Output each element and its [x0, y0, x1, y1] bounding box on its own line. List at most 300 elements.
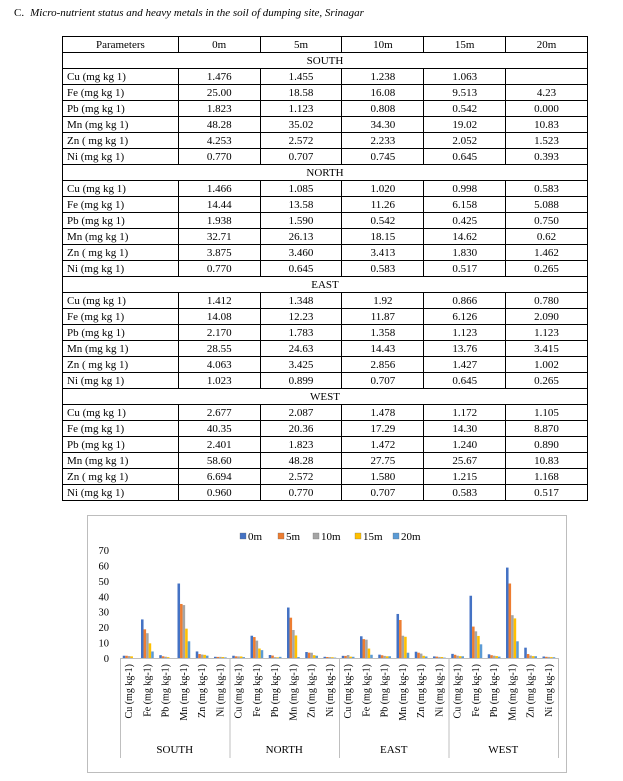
y-tick-label: 30 — [98, 607, 109, 619]
value-cell: 10.83 — [506, 453, 588, 469]
bar — [141, 619, 144, 658]
bar — [402, 636, 405, 658]
bar — [183, 605, 186, 658]
bar — [368, 649, 371, 658]
bar — [511, 615, 514, 658]
bar — [399, 620, 402, 658]
value-cell: 0.866 — [424, 293, 506, 309]
value-cell: 1.476 — [178, 69, 260, 85]
value-cell: 25.00 — [178, 85, 260, 101]
value-cell: 9.513 — [424, 85, 506, 101]
parameter-cell: Ni (mg kg 1) — [63, 149, 179, 165]
value-cell: 8.870 — [506, 421, 588, 437]
parameter-cell: Ni (mg kg 1) — [63, 373, 179, 389]
parameter-cell: Cu (mg kg 1) — [63, 69, 179, 85]
bar — [397, 614, 400, 658]
section-label: EAST — [63, 277, 588, 293]
value-cell: 28.55 — [178, 341, 260, 357]
value-cell: 2.052 — [424, 133, 506, 149]
value-cell: 1.172 — [424, 405, 506, 421]
table-row — [63, 357, 588, 373]
bar — [441, 657, 444, 658]
table-row — [63, 133, 588, 149]
value-cell: 27.75 — [342, 453, 424, 469]
parameter-cell: Pb (mg kg 1) — [63, 101, 179, 117]
value-cell: 18.58 — [260, 85, 342, 101]
table-row — [63, 197, 588, 213]
value-cell: 1.462 — [506, 245, 588, 261]
bar-chart — [88, 516, 566, 772]
value-cell: 10.83 — [506, 117, 588, 133]
header-distance: 15m — [424, 37, 506, 53]
section-label: NORTH — [63, 165, 588, 181]
value-cell: 0.393 — [506, 149, 588, 165]
value-cell: 1.478 — [342, 405, 424, 421]
value-cell: 3.460 — [260, 245, 342, 261]
value-cell: 14.44 — [178, 197, 260, 213]
category-label: Ni (mg kg-1) — [434, 664, 446, 717]
chart-container — [87, 515, 567, 773]
header-distance: 20m — [506, 37, 588, 53]
value-cell: 3.425 — [260, 357, 342, 373]
bar — [167, 657, 170, 658]
table-row — [63, 325, 588, 341]
parameter-cell: Pb (mg kg 1) — [63, 325, 179, 341]
bar — [331, 657, 334, 658]
value-cell: 18.15 — [342, 229, 424, 245]
y-tick-label: 40 — [98, 592, 109, 604]
bar — [292, 630, 295, 658]
category-label: Pb (mg kg-1) — [379, 664, 391, 718]
bar — [461, 656, 464, 658]
value-cell: 4.253 — [178, 133, 260, 149]
category-label: Mn (mg kg-1) — [178, 664, 190, 721]
value-cell: 0.265 — [506, 261, 588, 277]
bar — [295, 635, 298, 658]
value-cell: 1.023 — [178, 373, 260, 389]
category-label: Cu (mg kg-1) — [343, 664, 355, 719]
parameter-cell: Ni (mg kg 1) — [63, 261, 179, 277]
bar — [305, 652, 308, 658]
bar — [529, 656, 532, 658]
bar — [506, 568, 509, 658]
table-header-row — [63, 37, 588, 53]
bar — [534, 656, 537, 658]
header-distance: 5m — [260, 37, 342, 53]
bar — [214, 657, 217, 658]
category-label: Pb (mg kg-1) — [489, 664, 501, 718]
table-row — [63, 117, 588, 133]
table-row — [63, 293, 588, 309]
value-cell: 0.000 — [506, 101, 588, 117]
parameter-cell: Mn (mg kg 1) — [63, 453, 179, 469]
value-cell: 14.43 — [342, 341, 424, 357]
table-row — [63, 421, 588, 437]
value-cell: 1.455 — [260, 69, 342, 85]
value-cell: 1.938 — [178, 213, 260, 229]
value-cell: 0.770 — [178, 149, 260, 165]
value-cell: 1.590 — [260, 213, 342, 229]
bar — [378, 655, 381, 658]
value-cell: 1.123 — [424, 325, 506, 341]
bar — [459, 656, 462, 658]
table-row — [63, 85, 588, 101]
category-label: Mn (mg kg-1) — [507, 664, 519, 721]
bar — [386, 656, 389, 658]
bar — [224, 657, 227, 658]
parameter-cell: Zn ( mg kg 1) — [63, 133, 179, 149]
value-cell: 1.105 — [506, 405, 588, 421]
y-tick-label: 20 — [98, 623, 109, 635]
value-cell: 0.645 — [424, 373, 506, 389]
value-cell: 1.168 — [506, 469, 588, 485]
bar — [516, 641, 519, 658]
table-row — [63, 405, 588, 421]
bar — [420, 654, 423, 658]
bar — [287, 608, 290, 658]
category-label: Fe (mg kg-1) — [470, 664, 482, 717]
bar — [352, 657, 355, 658]
value-cell: 0.583 — [506, 181, 588, 197]
value-cell: 1.063 — [424, 69, 506, 85]
bar — [456, 656, 459, 658]
legend-label: 10m — [321, 531, 341, 543]
value-cell: 1.020 — [342, 181, 424, 197]
bar — [222, 657, 225, 658]
value-cell: 1.123 — [506, 325, 588, 341]
value-cell: 3.415 — [506, 341, 588, 357]
category-label: Ni (mg kg-1) — [543, 664, 555, 717]
bar — [162, 656, 165, 658]
parameter-cell: Fe (mg kg 1) — [63, 197, 179, 213]
bar — [149, 643, 152, 658]
category-label: Cu (mg kg-1) — [233, 664, 245, 719]
value-cell: 1.238 — [342, 69, 424, 85]
value-cell: 0.960 — [178, 485, 260, 501]
bar — [498, 657, 501, 658]
value-cell: 35.02 — [260, 117, 342, 133]
value-cell: 0.517 — [424, 261, 506, 277]
value-cell: 1.348 — [260, 293, 342, 309]
bar — [550, 657, 553, 658]
value-cell: 0.998 — [424, 181, 506, 197]
bar — [422, 656, 425, 658]
value-cell: 2.170 — [178, 325, 260, 341]
bar — [451, 654, 454, 658]
value-cell: 19.02 — [424, 117, 506, 133]
value-cell: 0.770 — [260, 485, 342, 501]
value-cell: 1.580 — [342, 469, 424, 485]
parameter-cell: Cu (mg kg 1) — [63, 405, 179, 421]
category-label: Zn (mg kg-1) — [306, 664, 318, 718]
category-label: Zn (mg kg-1) — [197, 664, 209, 718]
value-cell: 4.23 — [506, 85, 588, 101]
bar — [329, 657, 332, 658]
category-label: Cu (mg kg-1) — [124, 664, 136, 719]
value-cell: 6.694 — [178, 469, 260, 485]
value-cell: 0.750 — [506, 213, 588, 229]
bar — [198, 654, 201, 658]
y-tick-label: 50 — [98, 576, 109, 588]
parameter-cell: Fe (mg kg 1) — [63, 85, 179, 101]
group-label: EAST — [380, 744, 408, 756]
bar — [407, 653, 410, 658]
bar — [436, 657, 439, 658]
group-label: SOUTH — [156, 744, 194, 756]
bar — [532, 656, 535, 658]
value-cell: 2.572 — [260, 133, 342, 149]
bar — [425, 656, 428, 658]
value-cell: 1.240 — [424, 437, 506, 453]
bar — [253, 637, 256, 658]
category-label: Zn (mg kg-1) — [525, 664, 537, 718]
value-cell: 2.677 — [178, 405, 260, 421]
bar — [125, 656, 128, 658]
legend-swatch — [278, 533, 284, 539]
value-cell: 12.23 — [260, 309, 342, 325]
table-row — [63, 373, 588, 389]
category-label: Fe (mg kg-1) — [361, 664, 373, 717]
bar — [232, 656, 235, 658]
value-cell: 24.63 — [260, 341, 342, 357]
section-row — [63, 277, 588, 293]
value-cell: 13.58 — [260, 197, 342, 213]
bar — [251, 636, 254, 658]
value-cell: 13.76 — [424, 341, 506, 357]
value-cell: 1.92 — [342, 293, 424, 309]
bar — [201, 655, 204, 658]
bar — [388, 656, 391, 658]
value-cell: 1.123 — [260, 101, 342, 117]
bar — [477, 636, 480, 658]
value-cell: 32.71 — [178, 229, 260, 245]
y-tick-label: 10 — [98, 638, 109, 650]
legend-swatch — [355, 533, 361, 539]
category-label: Pb (mg kg-1) — [270, 664, 282, 718]
bar — [553, 657, 556, 658]
value-cell: 26.13 — [260, 229, 342, 245]
value-cell: 2.572 — [260, 469, 342, 485]
value-cell: 0.583 — [424, 485, 506, 501]
value-cell: 0.707 — [260, 149, 342, 165]
value-cell: 0.265 — [506, 373, 588, 389]
value-cell: 34.30 — [342, 117, 424, 133]
bar — [178, 584, 181, 658]
bar — [360, 636, 363, 658]
table-row — [63, 469, 588, 485]
bar — [488, 654, 491, 658]
bar — [261, 650, 264, 658]
value-cell: 0.517 — [506, 485, 588, 501]
value-cell: 58.60 — [178, 453, 260, 469]
value-cell — [506, 69, 588, 85]
table-row — [63, 437, 588, 453]
bar — [470, 596, 473, 658]
legend-label: 15m — [363, 531, 383, 543]
value-cell: 11.87 — [342, 309, 424, 325]
bar — [203, 655, 206, 658]
header-distance: 0m — [178, 37, 260, 53]
bar — [123, 656, 126, 658]
table-row — [63, 485, 588, 501]
bar — [433, 656, 436, 658]
value-cell: 40.35 — [178, 421, 260, 437]
category-label: Cu (mg kg-1) — [452, 664, 464, 719]
caption-text: Micro-nutrient status and heavy metals in the soil of dumping site, Srinagar — [30, 7, 364, 19]
section-row — [63, 53, 588, 69]
bar — [349, 657, 352, 658]
value-cell: 3.413 — [342, 245, 424, 261]
bar — [326, 657, 329, 658]
value-cell: 48.28 — [260, 453, 342, 469]
bar — [242, 657, 245, 658]
bar — [144, 629, 147, 658]
value-cell: 1.823 — [178, 101, 260, 117]
bar — [279, 657, 282, 658]
value-cell: 6.126 — [424, 309, 506, 325]
bar — [206, 656, 209, 658]
parameter-cell: Mn (mg kg 1) — [63, 229, 179, 245]
bar — [438, 657, 441, 658]
category-label: Ni (mg kg-1) — [324, 664, 336, 717]
category-label: Mn (mg kg-1) — [288, 664, 300, 721]
table-row — [63, 69, 588, 85]
bar — [274, 657, 277, 658]
bar — [480, 644, 483, 658]
value-cell: 1.783 — [260, 325, 342, 341]
legend-swatch — [313, 533, 319, 539]
legend-swatch — [240, 533, 246, 539]
parameter-cell: Fe (mg kg 1) — [63, 421, 179, 437]
bar — [180, 604, 183, 658]
legend-label: 0m — [248, 531, 263, 543]
parameter-cell: Cu (mg kg 1) — [63, 181, 179, 197]
bar — [472, 627, 475, 658]
bar — [383, 656, 386, 658]
value-cell: 1.472 — [342, 437, 424, 453]
soil-data-table — [62, 36, 588, 501]
value-cell: 1.830 — [424, 245, 506, 261]
y-tick-label: 0 — [103, 654, 109, 665]
value-cell: 16.08 — [342, 85, 424, 101]
table-row — [63, 245, 588, 261]
caption-letter: C. — [14, 7, 25, 19]
value-cell: 17.29 — [342, 421, 424, 437]
bar — [217, 657, 220, 658]
bar — [128, 656, 131, 658]
bar — [151, 651, 154, 658]
value-cell: 0.542 — [342, 213, 424, 229]
category-label: Mn (mg kg-1) — [397, 664, 409, 721]
bar — [164, 657, 167, 658]
bar — [543, 657, 546, 658]
bar — [495, 656, 498, 658]
bar — [146, 633, 149, 658]
bar — [297, 657, 300, 658]
bar — [271, 656, 274, 658]
parameter-cell: Pb (mg kg 1) — [63, 437, 179, 453]
bar — [196, 651, 199, 658]
value-cell: 14.62 — [424, 229, 506, 245]
table-row — [63, 213, 588, 229]
value-cell: 1.358 — [342, 325, 424, 341]
group-label: WEST — [488, 744, 519, 756]
section-label: WEST — [63, 389, 588, 405]
table-row — [63, 229, 588, 245]
category-label: Fe (mg kg-1) — [142, 664, 154, 717]
value-cell: 1.427 — [424, 357, 506, 373]
value-cell: 0.707 — [342, 373, 424, 389]
bar — [509, 584, 512, 658]
value-cell: 2.087 — [260, 405, 342, 421]
header-distance: 10m — [342, 37, 424, 53]
value-cell: 11.26 — [342, 197, 424, 213]
value-cell: 48.28 — [178, 117, 260, 133]
bar — [290, 618, 293, 658]
bar — [313, 655, 316, 658]
value-cell: 1.523 — [506, 133, 588, 149]
bar — [240, 656, 243, 658]
bar — [219, 657, 222, 658]
value-cell: 14.30 — [424, 421, 506, 437]
table-row — [63, 101, 588, 117]
bar — [324, 657, 327, 658]
bar — [342, 656, 345, 658]
value-cell: 0.890 — [506, 437, 588, 453]
value-cell: 0.780 — [506, 293, 588, 309]
bar — [256, 641, 259, 658]
value-cell: 2.233 — [342, 133, 424, 149]
parameter-cell: Zn ( mg kg 1) — [63, 357, 179, 373]
parameter-cell: Fe (mg kg 1) — [63, 309, 179, 325]
bar — [130, 656, 133, 658]
parameter-cell: Zn ( mg kg 1) — [63, 245, 179, 261]
category-label: Pb (mg kg-1) — [160, 664, 172, 718]
y-tick-label: 60 — [98, 561, 109, 573]
value-cell: 4.063 — [178, 357, 260, 373]
table-row — [63, 453, 588, 469]
value-cell: 0.808 — [342, 101, 424, 117]
parameter-cell: Pb (mg kg 1) — [63, 213, 179, 229]
value-cell: 5.088 — [506, 197, 588, 213]
table-row — [63, 181, 588, 197]
parameter-cell: Zn ( mg kg 1) — [63, 469, 179, 485]
bar — [527, 654, 530, 658]
value-cell: 0.645 — [424, 149, 506, 165]
bar — [545, 657, 548, 658]
bar — [159, 655, 162, 658]
section-row — [63, 389, 588, 405]
value-cell: 2.090 — [506, 309, 588, 325]
table-row — [63, 149, 588, 165]
value-cell: 0.425 — [424, 213, 506, 229]
bar — [370, 655, 373, 658]
parameter-cell: Ni (mg kg 1) — [63, 485, 179, 501]
category-label: Zn (mg kg-1) — [416, 664, 428, 718]
bar — [235, 656, 238, 658]
section-label: SOUTH — [63, 53, 588, 69]
bar — [347, 655, 350, 658]
header-parameters: Parameters — [63, 37, 179, 53]
category-label: Ni (mg kg-1) — [215, 664, 227, 717]
value-cell: 2.856 — [342, 357, 424, 373]
value-cell: 1.085 — [260, 181, 342, 197]
bar — [310, 653, 313, 658]
category-label: Fe (mg kg-1) — [251, 664, 263, 717]
group-label: NORTH — [265, 744, 303, 756]
bar — [514, 618, 517, 658]
bar — [365, 640, 368, 658]
